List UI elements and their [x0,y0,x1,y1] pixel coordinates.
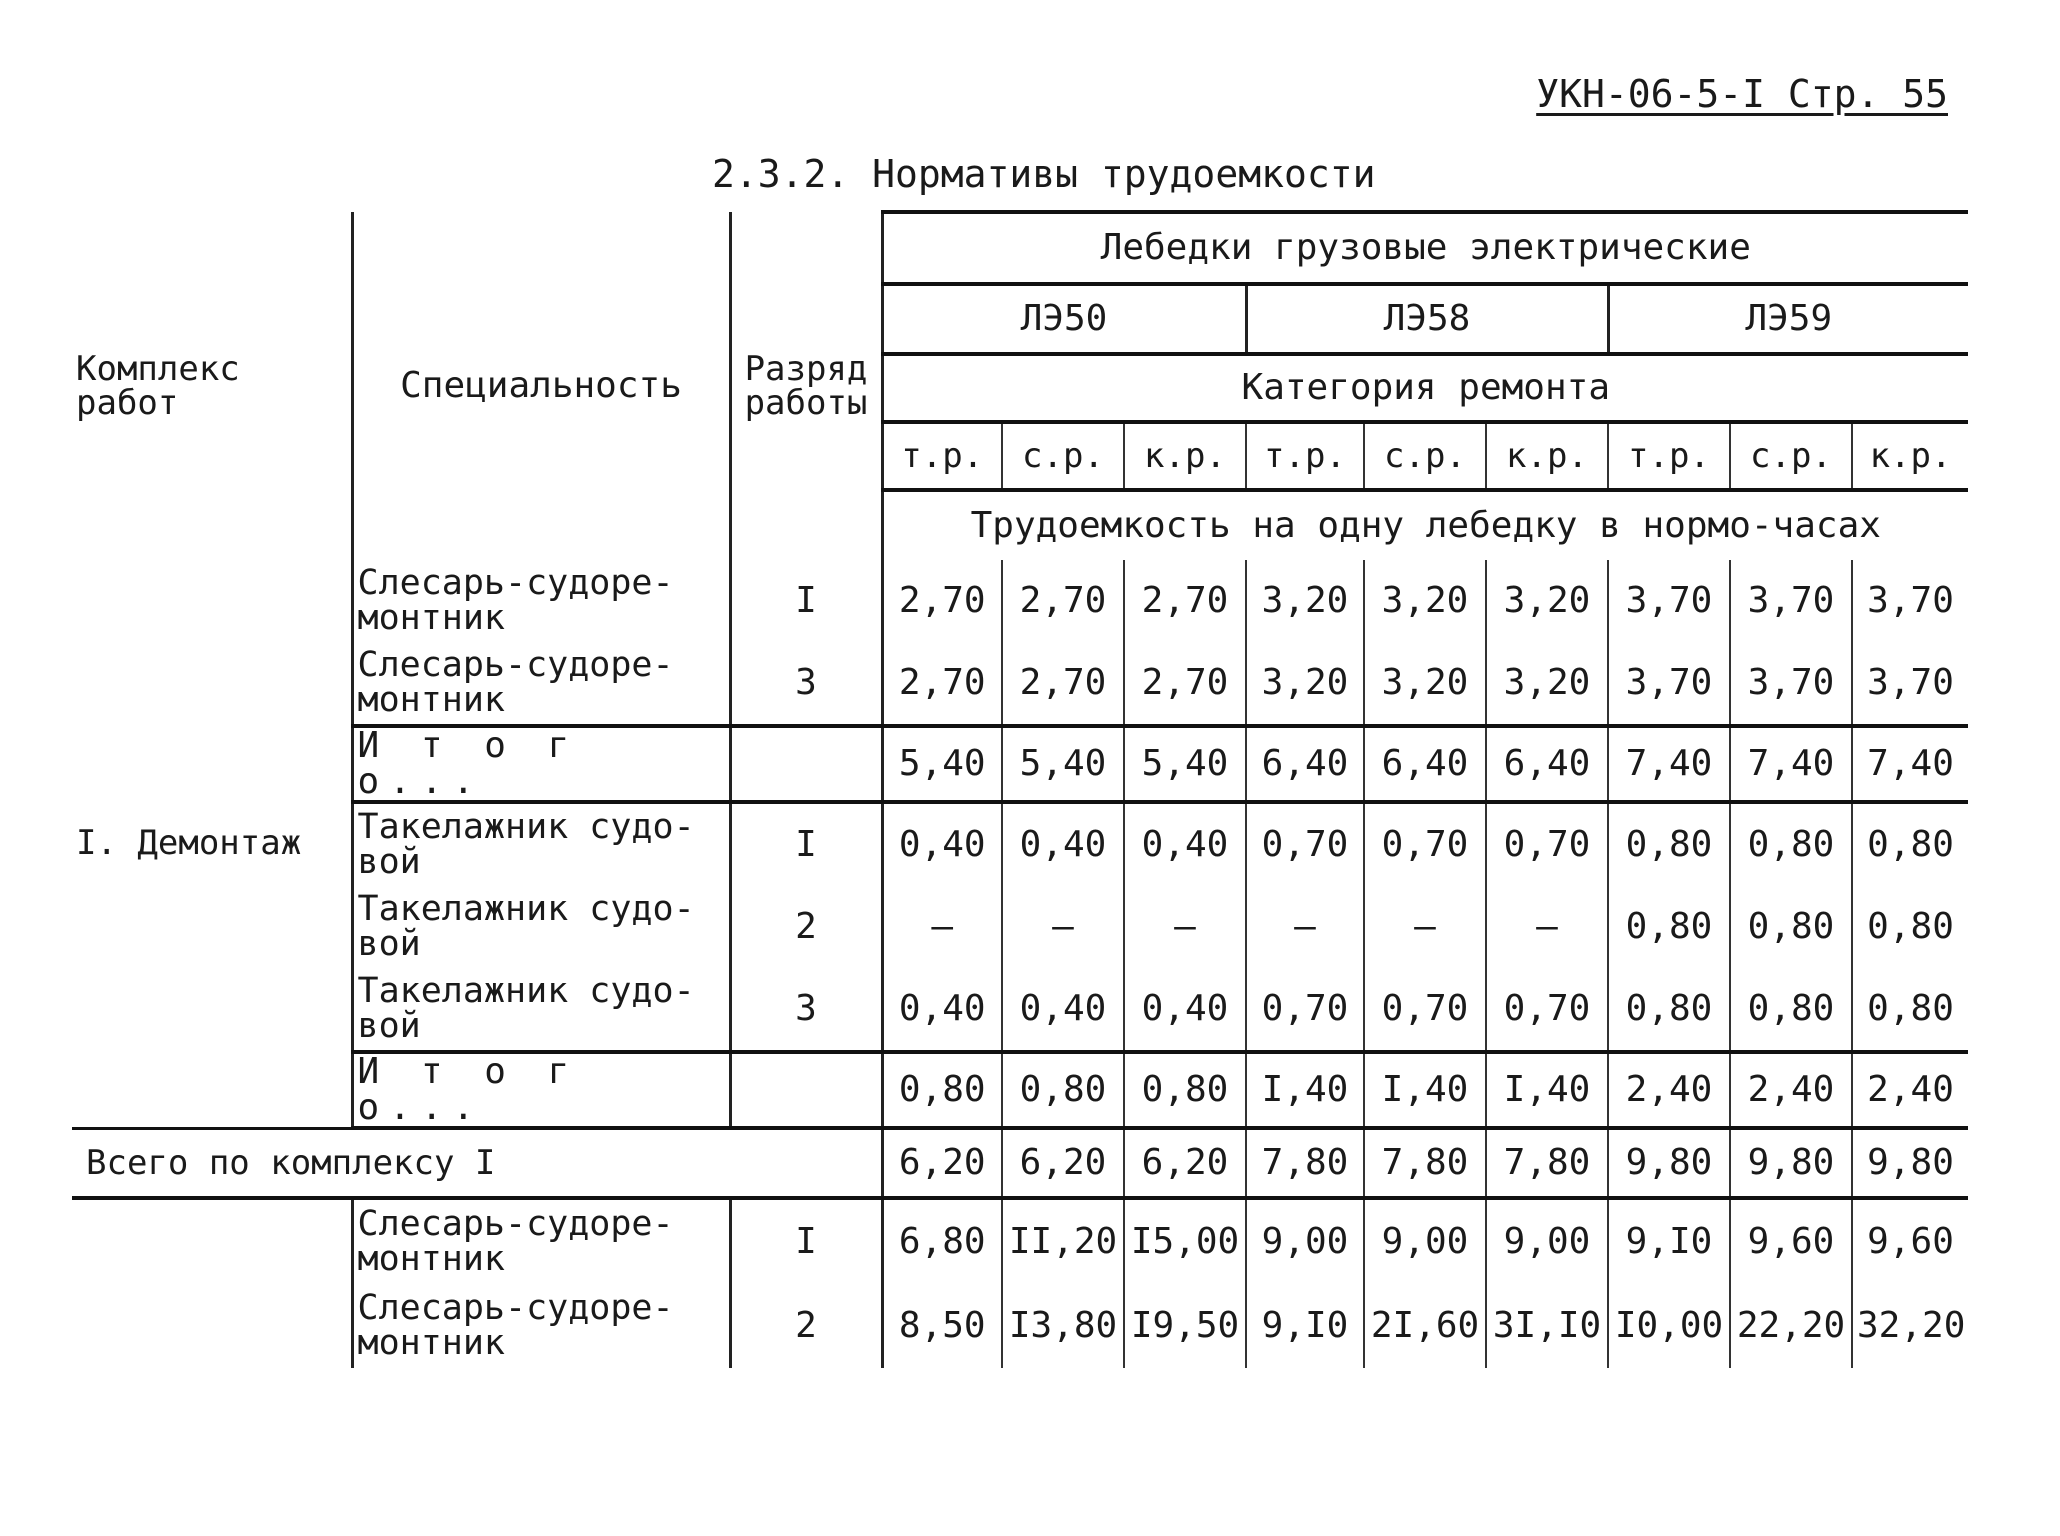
value-cell: 0,70 [1246,802,1364,886]
value-cell: I3,80 [1002,1284,1124,1368]
value-cell: 0,80 [1730,968,1852,1052]
value-cell: 0,80 [1730,886,1852,968]
column-header-complex: Комплекс работ [72,212,352,560]
rank-cell: 2 [730,1284,882,1368]
subcol-sr-3: с.р. [1730,422,1852,490]
value-cell: 6,40 [1246,726,1364,802]
value-cell: 2,70 [1124,642,1246,726]
complex-label-empty [72,1198,352,1368]
value-cell: 0,80 [1730,802,1852,886]
model-header-le58: ЛЭ58 [1246,284,1608,354]
table-row [72,560,1968,642]
column-header-rank [730,212,882,560]
value-cell: 6,20 [1124,1128,1246,1198]
specialty-cell: И т о г о... [352,1052,730,1128]
value-cell: 7,40 [1852,726,1968,802]
value-cell: 3,70 [1730,642,1852,726]
value-cell: 5,40 [882,726,1002,802]
value-cell: 3,70 [1852,560,1968,642]
value-cell: 9,80 [1730,1128,1852,1198]
subcol-kr-1: к.р. [1124,422,1246,490]
subcol-tr-2: т.р. [1246,422,1364,490]
value-cell: I,40 [1486,1052,1608,1128]
table-row [72,1198,1968,1284]
value-cell: II,20 [1002,1198,1124,1284]
table-row [72,802,1968,886]
rank-cell: I [730,1198,882,1284]
subcol-tr-1: т.р. [882,422,1002,490]
model-header-le59: ЛЭ59 [1608,284,1968,354]
grand-total-row [72,1128,1968,1198]
value-cell: 2,70 [898,580,986,621]
subcol-sr-2: с.р. [1364,422,1486,490]
value-cell: 5,40 [1002,726,1124,802]
value-cell: 9,00 [1246,1198,1364,1284]
rank-cell [730,726,882,802]
labor-norms-table [72,210,1968,1368]
value-cell: 0,40 [1124,802,1246,886]
value-cell: 0,80 [1852,886,1968,968]
value-cell: – [1364,886,1486,968]
value-cell: 2,70 [1002,642,1124,726]
value-cell: 3,70 [1852,642,1968,726]
value-cell: 7,80 [1246,1128,1364,1198]
table-body [72,560,1968,1368]
value-cell: 0,40 [898,824,986,865]
page-reference: УКН-06-5-I Стр. 55 [1536,72,1948,116]
value-cell: 22,20 [1730,1284,1852,1368]
value-cell: 9,80 [1852,1128,1968,1198]
value-cell: 6,40 [1486,726,1608,802]
value-cell: I9,50 [1124,1284,1246,1368]
value-cell: 9,00 [1486,1198,1608,1284]
value-cell: 7,40 [1608,726,1730,802]
value-cell: 0,40 [1002,968,1124,1052]
value-cell: – [1002,886,1124,968]
value-cell: 3,20 [1486,560,1608,642]
table-row [72,1284,1968,1368]
value-cell: 6,20 [1002,1128,1124,1198]
value-cell: 6,20 [882,1128,1002,1198]
value-cell: 3I,I0 [1486,1284,1608,1368]
value-cell: 9,60 [1852,1198,1968,1284]
value-cell: 3,20 [1486,642,1608,726]
table-row [72,642,1968,726]
value-cell: 8,50 [898,1305,986,1346]
column-header-specialty: Специальность [352,212,730,560]
specialty-cell: Такелажник судо- вой [352,968,730,1052]
grand-total-label: Всего по комплексу I [72,1128,882,1198]
value-cell: 2,70 [1002,560,1124,642]
rank-cell: 3 [730,968,882,1052]
value-cell: 7,80 [1364,1128,1486,1198]
specialty-cell: Слесарь-судоре- монтник [352,1198,730,1284]
value-cell: 3,20 [1246,560,1364,642]
value-cell: 0,70 [1486,968,1608,1052]
value-cell: 0,80 [882,1052,1002,1128]
section-title: 2.3.2. Нормативы трудоемкости [712,152,1376,196]
specialty-cell: Такелажник судо- вой [352,886,730,968]
value-cell: – [1486,886,1608,968]
value-cell: 9,80 [1608,1128,1730,1198]
subcol-kr-3: к.р. [1852,422,1968,490]
rank-cell: 2 [730,886,882,968]
rank-cell [730,1052,882,1128]
value-cell: 5,40 [1124,726,1246,802]
value-cell: 0,40 [898,988,986,1029]
specialty-cell: И т о г о... [352,726,730,802]
value-cell: I0,00 [1608,1284,1730,1368]
table-row [72,968,1968,1052]
value-cell: I,40 [1364,1052,1486,1128]
value-cell: 6,40 [1364,726,1486,802]
rank-cell: I [730,560,882,642]
value-cell: 3,20 [1364,560,1486,642]
category-header: Категория ремонта [882,354,1968,422]
specialty-cell: Такелажник судо- вой [352,802,730,886]
value-cell: 0,80 [1608,968,1730,1052]
value-cell: 9,I0 [1246,1284,1364,1368]
group-header-winches: Лебедки грузовые электрические [882,212,1968,284]
value-cell: 2I,60 [1364,1284,1486,1368]
value-cell: 32,20 [1852,1284,1968,1368]
value-cell: 9,60 [1730,1198,1852,1284]
specialty-cell: Слесарь-судоре- монтник [352,1284,730,1368]
value-cell: 0,80 [1002,1052,1124,1128]
value-cell: 0,40 [1002,802,1124,886]
value-cell: 7,40 [1730,726,1852,802]
rank-header-text: Разряд работы [744,349,868,423]
unit-header: Трудоемкость на одну лебедку в нормо-часах [882,490,1968,560]
value-cell: 9,I0 [1608,1198,1730,1284]
model-header-le50: ЛЭ50 [882,284,1246,354]
value-cell: 9,00 [1364,1198,1486,1284]
subtotal-row [72,726,1968,802]
value-cell: 0,80 [1124,1052,1246,1128]
value-cell: 3,20 [1246,642,1364,726]
specialty-cell: Слесарь-судоре- монтник [352,642,730,726]
value-cell: 0,40 [1124,968,1246,1052]
value-cell: 0,80 [1852,968,1968,1052]
complex-label: I. Демонтаж [72,560,352,1128]
subcol-tr-3: т.р. [1608,422,1730,490]
subcol-sr-1: с.р. [1002,422,1124,490]
value-cell: – [931,906,954,947]
value-cell: 2,40 [1852,1052,1968,1128]
value-cell: 0,80 [1608,802,1730,886]
value-cell: 3,20 [1364,642,1486,726]
value-cell: 7,80 [1486,1128,1608,1198]
value-cell: 2,40 [1608,1052,1730,1128]
subcol-kr-2: к.р. [1486,422,1608,490]
value-cell: 0,70 [1364,968,1486,1052]
value-cell: 0,70 [1246,968,1364,1052]
value-cell: 0,70 [1364,802,1486,886]
value-cell: 2,40 [1730,1052,1852,1128]
value-cell: I,40 [1246,1052,1364,1128]
value-cell: 2,70 [898,662,986,703]
value-cell: 3,70 [1608,642,1730,726]
value-cell: – [1124,886,1246,968]
value-cell: 3,70 [1730,560,1852,642]
value-cell: – [1246,886,1364,968]
value-cell: 2,70 [1124,560,1246,642]
value-cell: 0,80 [1608,886,1730,968]
table-row [72,886,1968,968]
subtotal-row [72,1052,1968,1128]
value-cell: 3,70 [1608,560,1730,642]
value-cell: 0,80 [1852,802,1968,886]
value-cell: 6,80 [898,1221,986,1262]
specialty-cell: Слесарь-судоре- монтник [352,560,730,642]
value-cell: 0,70 [1486,802,1608,886]
rank-cell: 3 [730,642,882,726]
rank-cell: I [730,802,882,886]
value-cell: I5,00 [1124,1198,1246,1284]
